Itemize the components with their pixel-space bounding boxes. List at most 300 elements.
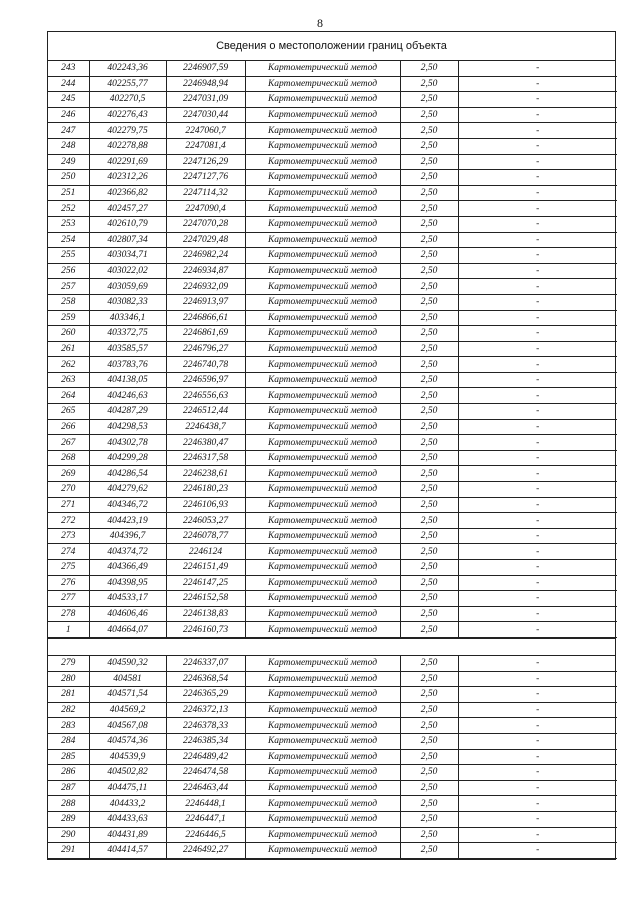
method-cell: Картометрический метод [245, 718, 400, 734]
point-number-cell: 261 [48, 341, 89, 357]
table-row [48, 560, 617, 576]
y-coordinate-cell: 2246512,44 [166, 404, 245, 420]
accuracy-cell: 2,50 [400, 780, 458, 796]
x-coordinate-cell: 404279,62 [89, 482, 166, 498]
y-coordinate-cell: 2246861,69 [166, 326, 245, 342]
method-cell: Картометрический метод [245, 591, 400, 607]
x-coordinate-cell: 404423,19 [89, 513, 166, 529]
y-coordinate-cell: 2247029,48 [166, 232, 245, 248]
accuracy-cell: 2,50 [400, 466, 458, 482]
point-number-cell: 288 [48, 796, 89, 812]
description-cell: - [458, 702, 617, 718]
point-number-cell: 274 [48, 544, 89, 560]
point-number-cell: 271 [48, 497, 89, 513]
table-row [48, 388, 617, 404]
description-cell: - [458, 76, 617, 92]
point-number-cell: 267 [48, 435, 89, 451]
accuracy-cell: 2,50 [400, 263, 458, 279]
method-cell: Картометрический метод [245, 201, 400, 217]
accuracy-cell: 2,50 [400, 591, 458, 607]
accuracy-cell: 2,50 [400, 827, 458, 843]
description-cell: - [458, 388, 617, 404]
table-row [48, 466, 617, 482]
point-number-cell: 286 [48, 765, 89, 781]
accuracy-cell: 2,50 [400, 404, 458, 420]
method-cell: Картометрический метод [245, 341, 400, 357]
method-cell: Картометрический метод [245, 185, 400, 201]
description-cell: - [458, 482, 617, 498]
description-cell: - [458, 622, 617, 638]
accuracy-cell: 2,50 [400, 310, 458, 326]
point-number-cell: 289 [48, 811, 89, 827]
x-coordinate-cell: 404606,46 [89, 606, 166, 622]
accuracy-cell: 2,50 [400, 718, 458, 734]
accuracy-cell: 2,50 [400, 185, 458, 201]
x-coordinate-cell: 404590,32 [89, 656, 166, 671]
description-cell: - [458, 544, 617, 560]
description-cell: - [458, 733, 617, 749]
point-number-cell: 262 [48, 357, 89, 373]
x-coordinate-cell: 403022,02 [89, 263, 166, 279]
table-row [48, 310, 617, 326]
method-cell: Картометрический метод [245, 466, 400, 482]
method-cell: Картометрический метод [245, 107, 400, 123]
x-coordinate-cell: 403034,71 [89, 248, 166, 264]
method-cell: Картометрический метод [245, 61, 400, 76]
accuracy-cell: 2,50 [400, 170, 458, 186]
point-number-cell: 249 [48, 154, 89, 170]
method-cell: Картометрический метод [245, 232, 400, 248]
description-cell: - [458, 827, 617, 843]
method-cell: Картометрический метод [245, 138, 400, 154]
description-cell: - [458, 263, 617, 279]
point-number-cell: 257 [48, 279, 89, 295]
method-cell: Картометрический метод [245, 170, 400, 186]
method-cell: Картометрический метод [245, 656, 400, 671]
x-coordinate-cell: 404567,08 [89, 718, 166, 734]
accuracy-cell: 2,50 [400, 733, 458, 749]
y-coordinate-cell: 2246489,42 [166, 749, 245, 765]
method-cell: Картометрический метод [245, 279, 400, 295]
y-coordinate-cell: 2246438,7 [166, 419, 245, 435]
method-cell: Картометрический метод [245, 123, 400, 139]
x-coordinate-cell: 404574,36 [89, 733, 166, 749]
y-coordinate-cell: 2246160,73 [166, 622, 245, 638]
x-coordinate-cell: 403082,33 [89, 294, 166, 310]
description-cell: - [458, 248, 617, 264]
accuracy-cell: 2,50 [400, 154, 458, 170]
description-cell: - [458, 749, 617, 765]
accuracy-cell: 2,50 [400, 107, 458, 123]
accuracy-cell: 2,50 [400, 513, 458, 529]
x-coordinate-cell: 404246,63 [89, 388, 166, 404]
table-row [48, 591, 617, 607]
point-number-cell: 275 [48, 560, 89, 576]
point-number-cell: 276 [48, 575, 89, 591]
method-cell: Картометрический метод [245, 622, 400, 638]
description-cell: - [458, 560, 617, 576]
table-row [48, 341, 617, 357]
accuracy-cell: 2,50 [400, 702, 458, 718]
y-coordinate-cell: 2246448,1 [166, 796, 245, 812]
table-row [48, 656, 617, 671]
y-coordinate-cell: 2246147,25 [166, 575, 245, 591]
accuracy-cell: 2,50 [400, 61, 458, 76]
y-coordinate-cell: 2246948,94 [166, 76, 245, 92]
accuracy-cell: 2,50 [400, 482, 458, 498]
table-row [48, 733, 617, 749]
y-coordinate-cell: 2246138,83 [166, 606, 245, 622]
y-coordinate-cell: 2246796,27 [166, 341, 245, 357]
description-cell: - [458, 435, 617, 451]
method-cell: Картометрический метод [245, 827, 400, 843]
accuracy-cell: 2,50 [400, 357, 458, 373]
description-cell: - [458, 513, 617, 529]
accuracy-cell: 2,50 [400, 294, 458, 310]
accuracy-cell: 2,50 [400, 76, 458, 92]
table-row [48, 263, 617, 279]
y-coordinate-cell: 2247090,4 [166, 201, 245, 217]
y-coordinate-cell: 2246385,34 [166, 733, 245, 749]
method-cell: Картометрический метод [245, 765, 400, 781]
description-cell: - [458, 185, 617, 201]
x-coordinate-cell: 402276,43 [89, 107, 166, 123]
x-coordinate-cell: 402366,82 [89, 185, 166, 201]
point-number-cell: 260 [48, 326, 89, 342]
x-coordinate-cell: 403783,76 [89, 357, 166, 373]
y-coordinate-cell: 2246180,23 [166, 482, 245, 498]
x-coordinate-cell: 404396,7 [89, 528, 166, 544]
point-number-cell: 254 [48, 232, 89, 248]
x-coordinate-cell: 404433,63 [89, 811, 166, 827]
table-row [48, 201, 617, 217]
table-row [48, 843, 617, 859]
page-number: 8 [317, 16, 323, 30]
x-coordinate-cell: 402312,26 [89, 170, 166, 186]
point-number-cell: 253 [48, 216, 89, 232]
point-number-cell: 258 [48, 294, 89, 310]
y-coordinate-cell: 2247081,4 [166, 138, 245, 154]
point-number-cell: 291 [48, 843, 89, 859]
x-coordinate-cell: 404299,28 [89, 450, 166, 466]
point-number-cell: 245 [48, 92, 89, 108]
x-coordinate-cell: 404569,2 [89, 702, 166, 718]
method-cell: Картометрический метод [245, 733, 400, 749]
y-coordinate-cell: 2247030,44 [166, 107, 245, 123]
description-cell: - [458, 201, 617, 217]
method-cell: Картометрический метод [245, 372, 400, 388]
y-coordinate-cell: 2246317,58 [166, 450, 245, 466]
description-cell: - [458, 780, 617, 796]
table-row [48, 216, 617, 232]
table-row [48, 279, 617, 295]
description-cell: - [458, 843, 617, 859]
x-coordinate-cell: 404374,72 [89, 544, 166, 560]
x-coordinate-cell: 404539,9 [89, 749, 166, 765]
y-coordinate-cell: 2246372,13 [166, 702, 245, 718]
accuracy-cell: 2,50 [400, 248, 458, 264]
y-coordinate-cell: 2246124 [166, 544, 245, 560]
table-row [48, 575, 617, 591]
table-row [48, 419, 617, 435]
point-number-cell: 277 [48, 591, 89, 607]
point-number-cell: 280 [48, 671, 89, 687]
y-coordinate-cell: 2246368,54 [166, 671, 245, 687]
accuracy-cell: 2,50 [400, 622, 458, 638]
accuracy-cell: 2,50 [400, 575, 458, 591]
x-coordinate-cell: 404366,49 [89, 560, 166, 576]
table-row [48, 404, 617, 420]
x-coordinate-cell: 404286,54 [89, 466, 166, 482]
description-cell: - [458, 765, 617, 781]
description-cell: - [458, 170, 617, 186]
x-coordinate-cell: 403346,1 [89, 310, 166, 326]
description-cell: - [458, 92, 617, 108]
accuracy-cell: 2,50 [400, 123, 458, 139]
table-row [48, 827, 617, 843]
accuracy-cell: 2,50 [400, 811, 458, 827]
accuracy-cell: 2,50 [400, 279, 458, 295]
point-number-cell: 246 [48, 107, 89, 123]
table-row [48, 811, 617, 827]
point-number-cell: 263 [48, 372, 89, 388]
table-row [48, 528, 617, 544]
description-cell: - [458, 575, 617, 591]
method-cell: Картометрический метод [245, 216, 400, 232]
accuracy-cell: 2,50 [400, 749, 458, 765]
y-coordinate-cell: 2246378,33 [166, 718, 245, 734]
y-coordinate-cell: 2246151,49 [166, 560, 245, 576]
x-coordinate-cell: 404431,89 [89, 827, 166, 843]
table-row [48, 372, 617, 388]
table-row [48, 687, 617, 703]
y-coordinate-cell: 2247060,7 [166, 123, 245, 139]
point-number-cell: 287 [48, 780, 89, 796]
description-cell: - [458, 591, 617, 607]
y-coordinate-cell: 2247070,28 [166, 216, 245, 232]
y-coordinate-cell: 2246365,29 [166, 687, 245, 703]
x-coordinate-cell: 402807,34 [89, 232, 166, 248]
accuracy-cell: 2,50 [400, 497, 458, 513]
y-coordinate-cell: 2246866,61 [166, 310, 245, 326]
y-coordinate-cell: 2247114,32 [166, 185, 245, 201]
table-row [48, 248, 617, 264]
y-coordinate-cell: 2246078,77 [166, 528, 245, 544]
x-coordinate-cell: 404346,72 [89, 497, 166, 513]
x-coordinate-cell: 404287,29 [89, 404, 166, 420]
x-coordinate-cell: 404502,82 [89, 765, 166, 781]
description-cell: - [458, 232, 617, 248]
description-cell: - [458, 656, 617, 671]
method-cell: Картометрический метод [245, 671, 400, 687]
method-cell: Картометрический метод [245, 310, 400, 326]
description-cell: - [458, 528, 617, 544]
x-coordinate-cell: 402457,27 [89, 201, 166, 217]
accuracy-cell: 2,50 [400, 216, 458, 232]
point-number-cell: 284 [48, 733, 89, 749]
y-coordinate-cell: 2246934,87 [166, 263, 245, 279]
method-cell: Картометрический метод [245, 294, 400, 310]
accuracy-cell: 2,50 [400, 419, 458, 435]
x-coordinate-cell: 404138,05 [89, 372, 166, 388]
point-number-cell: 248 [48, 138, 89, 154]
table-row [48, 357, 617, 373]
y-coordinate-cell: 2246053,27 [166, 513, 245, 529]
point-number-cell: 252 [48, 201, 89, 217]
description-cell: - [458, 279, 617, 295]
method-cell: Картометрический метод [245, 528, 400, 544]
point-number-cell: 278 [48, 606, 89, 622]
table-row [48, 671, 617, 687]
description-cell: - [458, 404, 617, 420]
point-number-cell: 270 [48, 482, 89, 498]
table-row [48, 718, 617, 734]
y-coordinate-cell: 2247126,29 [166, 154, 245, 170]
point-number-cell: 272 [48, 513, 89, 529]
y-coordinate-cell: 2246740,78 [166, 357, 245, 373]
accuracy-cell: 2,50 [400, 671, 458, 687]
table-row [48, 232, 617, 248]
x-coordinate-cell: 404298,53 [89, 419, 166, 435]
method-cell: Картометрический метод [245, 780, 400, 796]
x-coordinate-cell: 402255,77 [89, 76, 166, 92]
method-cell: Картометрический метод [245, 76, 400, 92]
point-number-cell: 250 [48, 170, 89, 186]
method-cell: Картометрический метод [245, 482, 400, 498]
point-number-cell: 243 [48, 61, 89, 76]
point-number-cell: 279 [48, 656, 89, 671]
method-cell: Картометрический метод [245, 357, 400, 373]
method-cell: Картометрический метод [245, 796, 400, 812]
method-cell: Картометрический метод [245, 450, 400, 466]
method-cell: Картометрический метод [245, 248, 400, 264]
x-coordinate-cell: 404414,57 [89, 843, 166, 859]
y-coordinate-cell: 2246238,61 [166, 466, 245, 482]
x-coordinate-cell: 404581 [89, 671, 166, 687]
accuracy-cell: 2,50 [400, 450, 458, 466]
point-number-cell: 266 [48, 419, 89, 435]
table-row [48, 544, 617, 560]
table-row [48, 482, 617, 498]
y-coordinate-cell: 2246932,09 [166, 279, 245, 295]
y-coordinate-cell: 2246152,58 [166, 591, 245, 607]
table-row [48, 749, 617, 765]
y-coordinate-cell: 2246463,44 [166, 780, 245, 796]
y-coordinate-cell: 2246447,1 [166, 811, 245, 827]
description-cell: - [458, 796, 617, 812]
method-cell: Картометрический метод [245, 575, 400, 591]
description-cell: - [458, 466, 617, 482]
method-cell: Картометрический метод [245, 843, 400, 859]
y-coordinate-cell: 2246106,93 [166, 497, 245, 513]
x-coordinate-cell: 403372,75 [89, 326, 166, 342]
accuracy-cell: 2,50 [400, 560, 458, 576]
boundary-table-block-1 [48, 61, 617, 638]
description-cell: - [458, 294, 617, 310]
block-separator [48, 638, 615, 656]
point-number-cell: 255 [48, 248, 89, 264]
y-coordinate-cell: 2246907,59 [166, 61, 245, 76]
y-coordinate-cell: 2246337,07 [166, 656, 245, 671]
method-cell: Картометрический метод [245, 92, 400, 108]
x-coordinate-cell: 404533,17 [89, 591, 166, 607]
table-row [48, 513, 617, 529]
description-cell: - [458, 61, 617, 76]
point-number-cell: 259 [48, 310, 89, 326]
x-coordinate-cell: 404664,07 [89, 622, 166, 638]
accuracy-cell: 2,50 [400, 92, 458, 108]
table-row [48, 92, 617, 108]
description-cell: - [458, 154, 617, 170]
table-row [48, 435, 617, 451]
accuracy-cell: 2,50 [400, 201, 458, 217]
table-row [48, 606, 617, 622]
point-number-cell: 247 [48, 123, 89, 139]
x-coordinate-cell: 404433,2 [89, 796, 166, 812]
description-cell: - [458, 497, 617, 513]
point-number-cell: 282 [48, 702, 89, 718]
point-number-cell: 285 [48, 749, 89, 765]
table-row [48, 107, 617, 123]
accuracy-cell: 2,50 [400, 765, 458, 781]
method-cell: Картометрический метод [245, 687, 400, 703]
table-title: Сведения о местоположении границ объекта [48, 32, 615, 61]
x-coordinate-cell: 404571,54 [89, 687, 166, 703]
table-row [48, 185, 617, 201]
y-coordinate-cell: 2246446,5 [166, 827, 245, 843]
method-cell: Картометрический метод [245, 544, 400, 560]
accuracy-cell: 2,50 [400, 372, 458, 388]
description-cell: - [458, 357, 617, 373]
table-row [48, 76, 617, 92]
x-coordinate-cell: 402610,79 [89, 216, 166, 232]
point-number-cell: 265 [48, 404, 89, 420]
accuracy-cell: 2,50 [400, 656, 458, 671]
accuracy-cell: 2,50 [400, 232, 458, 248]
description-cell: - [458, 310, 617, 326]
method-cell: Картометрический метод [245, 326, 400, 342]
description-cell: - [458, 138, 617, 154]
x-coordinate-cell: 404302,78 [89, 435, 166, 451]
table-row [48, 138, 617, 154]
x-coordinate-cell: 404475,11 [89, 780, 166, 796]
y-coordinate-cell: 2247127,76 [166, 170, 245, 186]
x-coordinate-cell: 402243,36 [89, 61, 166, 76]
x-coordinate-cell: 402270,5 [89, 92, 166, 108]
point-number-cell: 269 [48, 466, 89, 482]
table-row [48, 123, 617, 139]
table-row [48, 702, 617, 718]
table-row [48, 450, 617, 466]
method-cell: Картометрический метод [245, 749, 400, 765]
x-coordinate-cell: 404398,95 [89, 575, 166, 591]
point-number-cell: 251 [48, 185, 89, 201]
description-cell: - [458, 341, 617, 357]
x-coordinate-cell: 402278,88 [89, 138, 166, 154]
method-cell: Картометрический метод [245, 435, 400, 451]
x-coordinate-cell: 403585,57 [89, 341, 166, 357]
point-number-cell: 264 [48, 388, 89, 404]
point-number-cell: 283 [48, 718, 89, 734]
description-cell: - [458, 326, 617, 342]
y-coordinate-cell: 2246913,97 [166, 294, 245, 310]
point-number-cell: 1 [48, 622, 89, 638]
table-row [48, 154, 617, 170]
accuracy-cell: 2,50 [400, 138, 458, 154]
accuracy-cell: 2,50 [400, 544, 458, 560]
description-cell: - [458, 419, 617, 435]
description-cell: - [458, 216, 617, 232]
